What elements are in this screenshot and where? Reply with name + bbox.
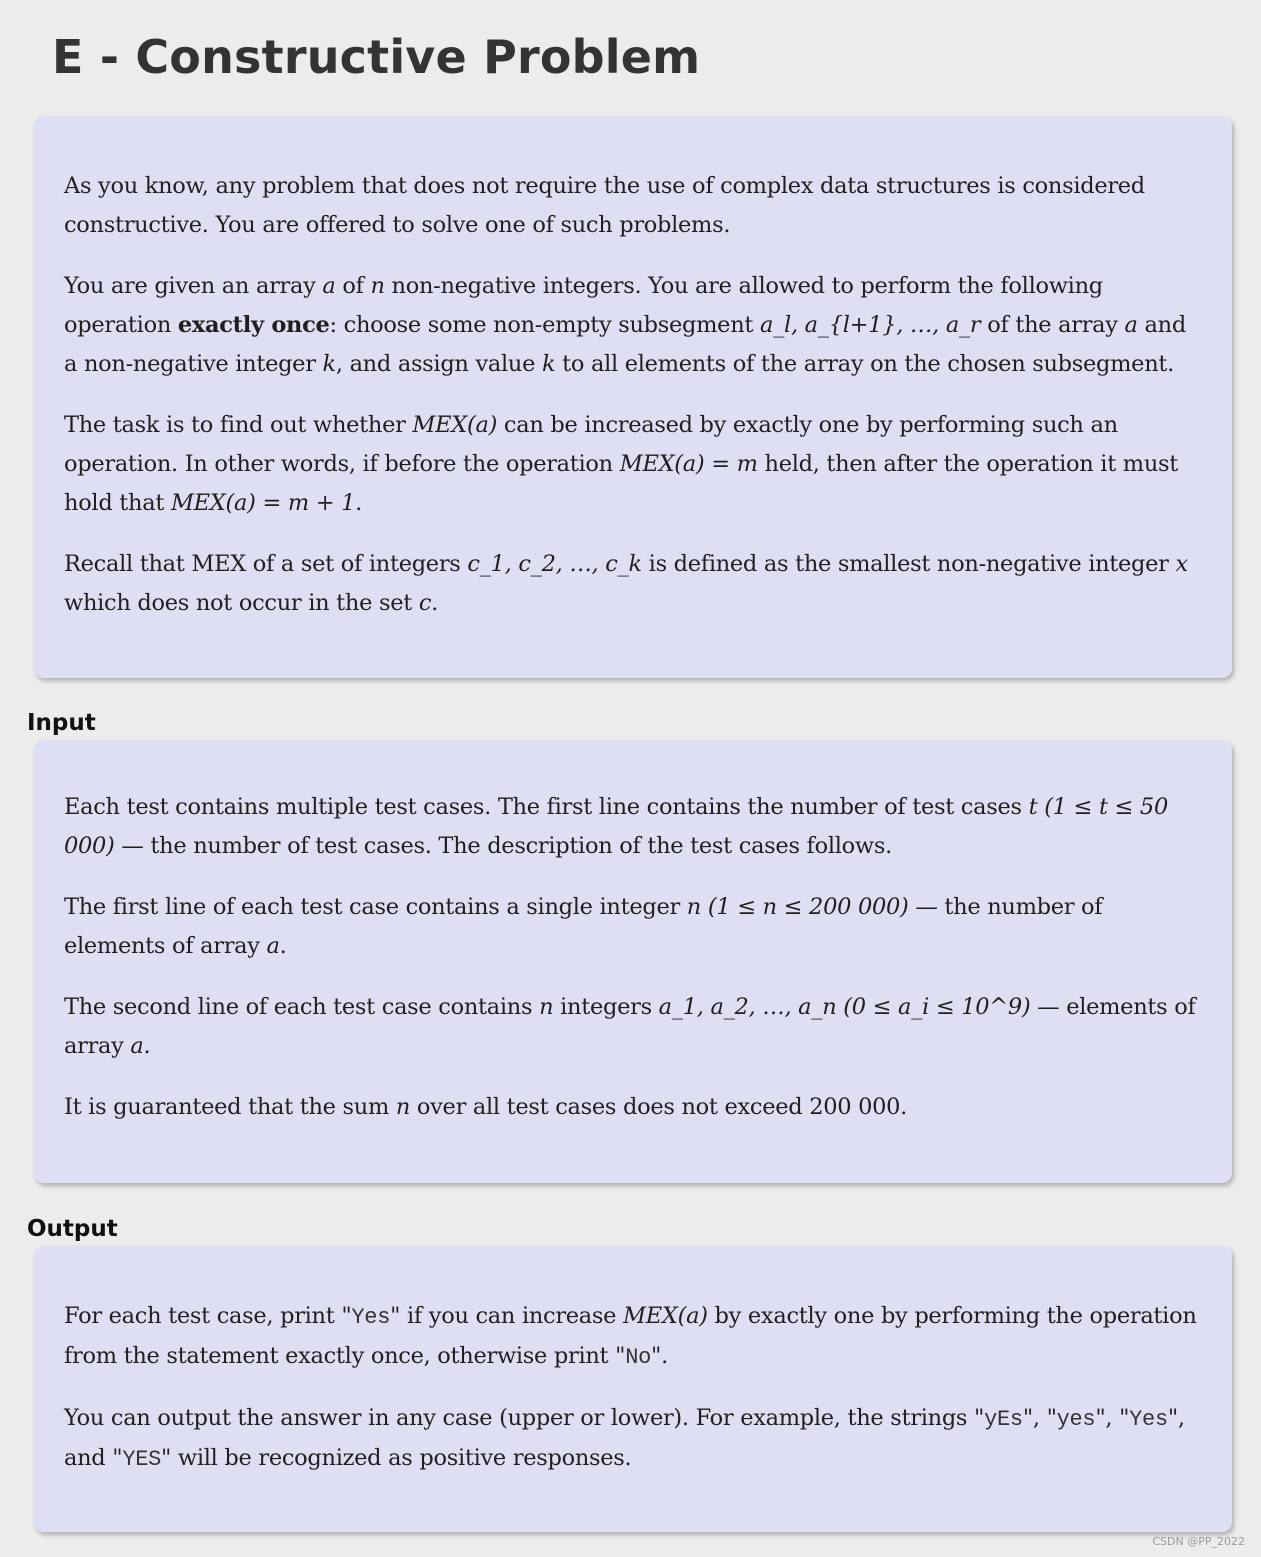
output-card: [34, 1246, 1232, 1532]
math-a: a: [266, 933, 280, 959]
math-mex-equals-m: MEX(a) = m: [619, 451, 758, 477]
problem-title: E - Constructive Problem: [52, 30, 701, 84]
math-a: a: [130, 1033, 144, 1059]
math-c: c: [418, 590, 432, 616]
statement-paragraph-4: Recall that MEX of a set of integers c_1, c_2, …, c_k is defined as the smallest non-negative integer x which does not occur in the set c.: [64, 551, 1188, 616]
math-a-sequence: a_1, a_2, …, a_n: [658, 994, 837, 1020]
math-c-set: c_1, c_2, …, c_k: [467, 551, 642, 577]
math-t: t: [1028, 794, 1038, 820]
math-a: a: [1124, 312, 1138, 338]
bold-exactly-once: exactly once: [177, 312, 330, 338]
output-heading: Output: [27, 1216, 118, 1242]
math-n: n: [395, 1094, 411, 1120]
output-paragraph-1: For each test case, print "Yes" if you can increase MEX(a) by exactly one by performing the operation from the statement exactly once, otherwise print "No".: [64, 1303, 1197, 1370]
math-a: a: [322, 273, 336, 299]
watermark: CSDN @PP_2022: [1152, 1535, 1245, 1548]
code-yes-variant-4: YES: [122, 1447, 162, 1472]
math-mex-a: MEX(a): [623, 1303, 708, 1329]
input-paragraph-2: The first line of each test case contains a single integer n (1 ≤ n ≤ 200 000) — the number of elements of array a.: [64, 894, 1103, 959]
input-card: [34, 740, 1232, 1183]
math-n: n: [370, 273, 385, 299]
output-paragraph-2: You can output the answer in any case (upper or lower). For example, the strings "yEs", "yes", "Yes", and "YES" will be recognized as positive responses.: [64, 1405, 1185, 1472]
input-paragraph-4: It is guaranteed that the sum n over all test cases does not exceed 200 000.: [64, 1094, 908, 1120]
statement-paragraph-2: You are given an array a of n non-negative integers. You are allowed to perform the following operation exactly once: choose some non-empty subsegment a_l, a_{l+1}, …, a_r of the array a and a non-negative integer k, and assign value k to all elements of the array on the chosen subsegment.: [64, 273, 1186, 377]
math-t-range: (1 ≤ t ≤ 50 000): [64, 794, 1168, 859]
input-paragraph-3: The second line of each test case contains n integers a_1, a_2, …, a_n (0 ≤ a_i ≤ 10^9) — elements of array a.: [64, 994, 1196, 1059]
input-paragraph-1: Each test contains multiple test cases. The first line contains the number of test cases t (1 ≤ t ≤ 50 000) — the number of test cases. The description of the test cases follows.: [64, 794, 1168, 859]
statement-card: [34, 116, 1232, 678]
math-n: n: [686, 894, 701, 920]
statement-paragraph-3: The task is to find out whether MEX(a) can be increased by exactly one by performing such an operation. In other words, if before the operation MEX(a) = m held, then after the operation it must hold that MEX(a) = m + 1.: [64, 412, 1178, 516]
code-no: No: [625, 1345, 652, 1370]
math-k: k: [322, 351, 336, 377]
math-x: x: [1175, 551, 1188, 577]
math-k: k: [541, 351, 556, 377]
code-yes: Yes: [351, 1305, 391, 1330]
math-limit: 200 000: [809, 1094, 901, 1120]
math-mex-equals-m-plus-1: MEX(a) = m + 1: [170, 490, 356, 516]
code-yes-variant-3: Yes: [1129, 1407, 1168, 1432]
math-a-range: (0 ≤ a_i ≤ 10^9): [843, 994, 1031, 1020]
math-n-range: (1 ≤ n ≤ 200 000): [707, 894, 909, 920]
math-mex-a: MEX(a): [412, 412, 498, 438]
math-n: n: [539, 994, 554, 1020]
math-subsegment: a_l, a_{l+1}, …, a_r: [759, 312, 981, 338]
code-yes-variant-1: yEs: [984, 1407, 1023, 1432]
input-heading: Input: [27, 710, 96, 736]
statement-paragraph-1: As you know, any problem that does not require the use of complex data structures is considered constructive. You are offered to solve one of such problems.: [64, 173, 1145, 238]
code-yes-variant-2: yes: [1056, 1407, 1096, 1432]
